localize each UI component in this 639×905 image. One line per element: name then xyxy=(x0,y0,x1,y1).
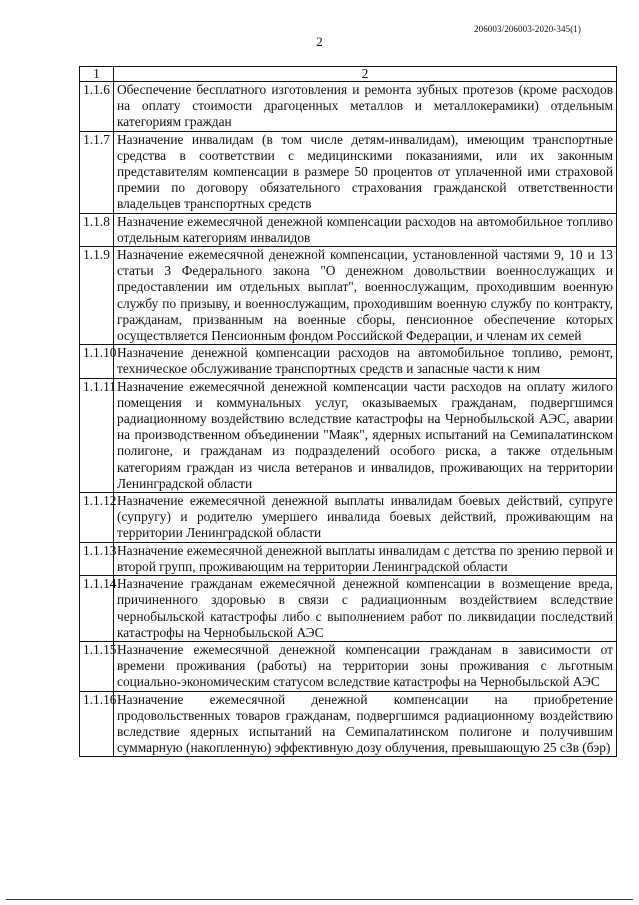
row-text: Назначение ежемесячной денежной компенсации части расходов на оплату жилого помещения и коммунальных услуг, оказываемых гражданам, подвергшимся радиационному воздействию вследствие катастрофы на Чернобыльской АЭС, аварии на производственном объединении "Маяк", ядерных испытаний на Семипалатинском полигоне, и гражданам из подразделений особого риска, а также отдельным категориям граждан из числа ветеранов и инвалидов, проживающих на территории Ленинградской области xyxy=(114,378,617,492)
header-column-1: 1 xyxy=(80,67,114,82)
row-number: 1.1.11 xyxy=(80,378,114,492)
table-row xyxy=(80,691,617,757)
table-row xyxy=(80,213,617,246)
row-text: Назначение ежемесячной денежной компенсации гражданам в зависимости от времени проживания (работы) на территории зоны проживания с льготным социально-экономическим статусом вследствие катастрофы на Чернобыльской АЭС xyxy=(114,641,617,691)
table-row xyxy=(80,345,617,378)
document-number: 206003/206003-2020-345(1) xyxy=(474,24,581,34)
row-text: Назначение ежемесячной денежной компенсации на приобретение продовольственных товаров гражданам, подвергшимся радиационному воздействию вследствие ядерных испытаний на Семипалатинском полигоне и получившим суммарную (накопленную) эффективную дозу облучения, превышающую 25 сЗв (бэр) xyxy=(114,691,617,757)
page-number: 2 xyxy=(316,34,323,49)
services-table xyxy=(79,66,617,757)
row-number: 1.1.14 xyxy=(80,576,114,642)
row-text: Назначение денежной компенсации расходов на автомобильное топливо, ремонт, техническое обслуживание транспортных средств и запасные части к ним xyxy=(114,345,617,378)
row-number: 1.1.12 xyxy=(80,493,114,543)
row-text: Назначение ежемесячной денежной компенсации расходов на автомобильное топливо отдельным категориям инвалидов xyxy=(114,213,617,246)
row-text: Обеспечение бесплатного изготовления и ремонта зубных протезов (кроме расходов на оплату стоимости драгоценных металлов и металлокерамики) отдельным категориям граждан xyxy=(114,82,617,132)
table-row xyxy=(80,493,617,543)
row-number: 1.1.6 xyxy=(80,82,114,132)
row-number: 1.1.13 xyxy=(80,542,114,575)
table-row xyxy=(80,576,617,642)
row-number: 1.1.16 xyxy=(80,691,114,757)
table-row xyxy=(80,131,617,213)
row-text: Назначение ежемесячной денежной компенсации, установленной частями 9, 10 и 13 статьи 3 Федерального закона "О денежном довольствии военнослужащих и предоставлении им отдельных выплат", военнослужащим, проходившим военную службу по призыву, и военнослужащим, проходившим военную службу по контракту, гражданам, призванным на военные сборы, пенсионное обеспечение которых осуществляется Пенсионным фондом Российской Федерации, и членам их семей xyxy=(114,247,617,345)
table-row xyxy=(80,82,617,132)
row-number: 1.1.9 xyxy=(80,247,114,345)
row-number: 1.1.15 xyxy=(80,641,114,691)
table-row xyxy=(80,247,617,345)
table-row xyxy=(80,641,617,691)
row-text: Назначение инвалидам (в том числе детям-инвалидам), имеющим транспортные средства в соответствии с медицинскими показаниями, или их законным представителям компенсации в размере 50 процентов от уплаченной ими страховой премии по договору обязательного страхования гражданской ответственности владельцев транспортных средств xyxy=(114,131,617,213)
bottom-rule xyxy=(6,899,633,900)
row-number: 1.1.8 xyxy=(80,213,114,246)
table-row xyxy=(80,542,617,575)
row-text: Назначение ежемесячной денежной выплаты инвалидам с детства по зрению первой и второй групп, проживающим на территории Ленинградской области xyxy=(114,542,617,575)
row-text: Назначение гражданам ежемесячной денежной компенсации в возмещение вреда, причиненного здоровью в связи с радиационным воздействием вследствие чернобыльской катастрофы либо с выполнением работ по ликвидации последствий катастрофы на Чернобыльской АЭС xyxy=(114,576,617,642)
header-column-2: 2 xyxy=(114,67,617,82)
row-number: 1.1.10 xyxy=(80,345,114,378)
table-header-row xyxy=(80,67,617,82)
table-row xyxy=(80,378,617,492)
row-text: Назначение ежемесячной денежной выплаты инвалидам боевых действий, супруге (супругу) и родителю умершего инвалида боевых действий, проживающим на территории Ленинградской области xyxy=(114,493,617,543)
row-number: 1.1.7 xyxy=(80,131,114,213)
